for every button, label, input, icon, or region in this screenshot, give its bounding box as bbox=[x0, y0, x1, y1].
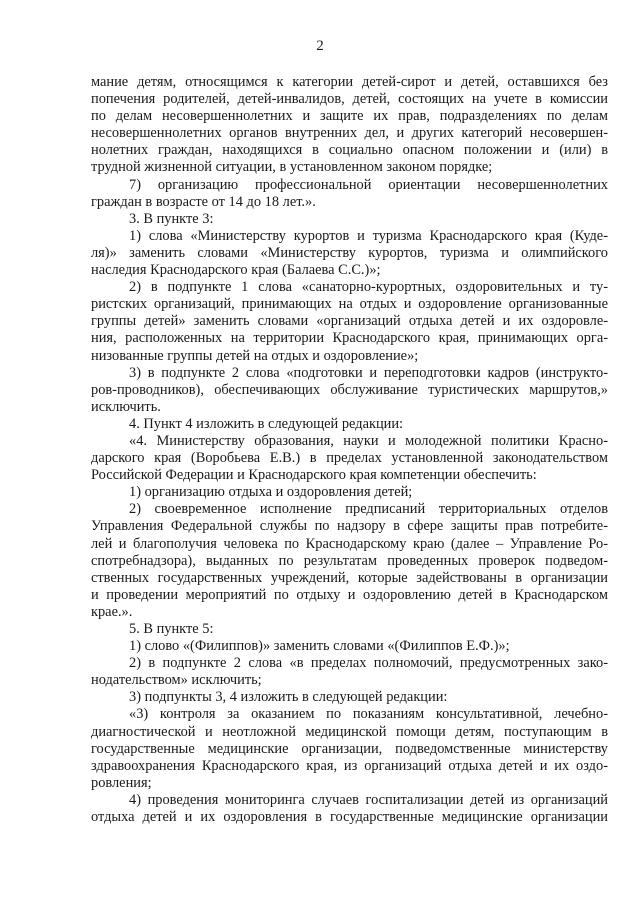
text-line: 7) организацию профессиональной ориентации несовершеннолетних bbox=[129, 176, 608, 193]
text-line: несовершеннолетних органов внутренних дел, и других категорий несовершен- bbox=[91, 125, 608, 142]
text-line: 3. В пункте 3: bbox=[129, 210, 214, 227]
text-line: ров-проводников), обеспечивающих обслуживание туристических маршрутов,» bbox=[91, 381, 608, 398]
text-line: и проведении мероприятий по отдыху и оздоровлению детей в Краснодарском bbox=[91, 586, 608, 603]
text-line: мание детям, относящимся к категории детей-сирот и детей, оставшихся без bbox=[91, 74, 608, 90]
text-line: 4. Пункт 4 изложить в следующей редакции: bbox=[129, 415, 404, 432]
text-line: 4) проведения мониторинга случаев госпитализации детей из организаций bbox=[129, 791, 608, 808]
text-line: группы детей» заменить словами «организаций отдыха детей и их оздоровле- bbox=[91, 313, 608, 330]
text-line: ния, расположенных на территории Краснодарского края, принимающих орга- bbox=[91, 330, 608, 347]
text-line: исключить. bbox=[91, 398, 161, 415]
text-line: нодательством» исключить; bbox=[91, 672, 262, 689]
text-line: 1) организацию отдыха и оздоровления детей; bbox=[129, 484, 413, 501]
text-line: граждан в возрасте от 14 до 18 лет.». bbox=[91, 193, 316, 210]
text-line: «4. Министерству образования, науки и молодежной политики Красно- bbox=[129, 432, 608, 449]
text-line: низованные группы детей на отдых и оздоровление»; bbox=[91, 347, 419, 364]
text-line: 2) своевременное исполнение предписаний территориальных отделов bbox=[129, 501, 608, 518]
text-line: ровления; bbox=[91, 774, 152, 791]
text-line: 2) в подпункте 2 слова «в пределах полномочий, предусмотренных зако- bbox=[129, 655, 608, 672]
text-line: наследия Краснодарского края (Балаева С.С.)»; bbox=[91, 262, 381, 279]
text-line: диагностической и неотложной медицинской помощи детям, поступающим в bbox=[91, 723, 608, 740]
text-line: по делам несовершеннолетних и защите их прав, подразделениях по делам bbox=[91, 108, 608, 125]
text-line: Российской Федерации и Краснодарского края компетенции обеспечить: bbox=[91, 467, 537, 484]
text-line: крае.». bbox=[91, 603, 133, 620]
text-line: попечения родителей, детей-инвалидов, детей, состоящих на учете в комиссии bbox=[91, 91, 608, 108]
text-line: 2) в подпункте 1 слова «санаторно-курортных, оздоровительных и ту- bbox=[129, 279, 608, 296]
text-line: нолетних граждан, находящихся в социально опасном положении и (или) в bbox=[91, 142, 608, 159]
page-number: 2 bbox=[316, 38, 324, 54]
text-line: лей и благополучия человека по Краснодарскому краю (далее – Управление Ро- bbox=[91, 535, 608, 552]
text-line: 1) слово «(Филиппов)» заменить словами «(Филиппов Е.Ф.)»; bbox=[129, 638, 510, 655]
text-line: спотребнадзора), выданных по результатам проведенных проверок подведом- bbox=[91, 552, 608, 569]
text-line: 3) подпункты 3, 4 изложить в следующей редакции: bbox=[129, 689, 448, 706]
text-line: трудной жизненной ситуации, в установленном законом порядке; bbox=[91, 159, 493, 176]
text-line: государственные медицинские организации, подведомственные министерству bbox=[91, 740, 608, 757]
text-line: ристских организаций, принимающих на отдых и оздоровление организованные bbox=[91, 296, 608, 313]
text-line: Управления Федеральной службы по надзору в сфере защиты прав потребите- bbox=[91, 518, 608, 535]
document-body bbox=[91, 74, 608, 826]
text-line: 1) слова «Министерству курортов и туризма Краснодарского края (Куде- bbox=[129, 227, 608, 244]
text-line: здравоохранения Краснодарского края, из организаций отдыха детей и их оздо- bbox=[91, 757, 608, 774]
text-line: ственных государственных учреждений, которые задействованы в организации bbox=[91, 569, 608, 586]
text-line: 5. В пункте 5: bbox=[129, 621, 214, 637]
text-line: ля)» заменить словами «Министерству курортов, туризма и олимпийского bbox=[91, 244, 608, 261]
text-line: отдыха детей и их оздоровления в государственные медицинские организации bbox=[91, 809, 608, 826]
text-line: «3) контроля за оказанием по показаниям консультативной, лечебно- bbox=[129, 706, 608, 723]
text-line: дарского края (Воробьева Е.В.) в пределах установленной законодательством bbox=[91, 450, 608, 467]
text-line: 3) в подпункте 2 слова «подготовки и переподготовки кадров (инструкто- bbox=[129, 364, 608, 381]
